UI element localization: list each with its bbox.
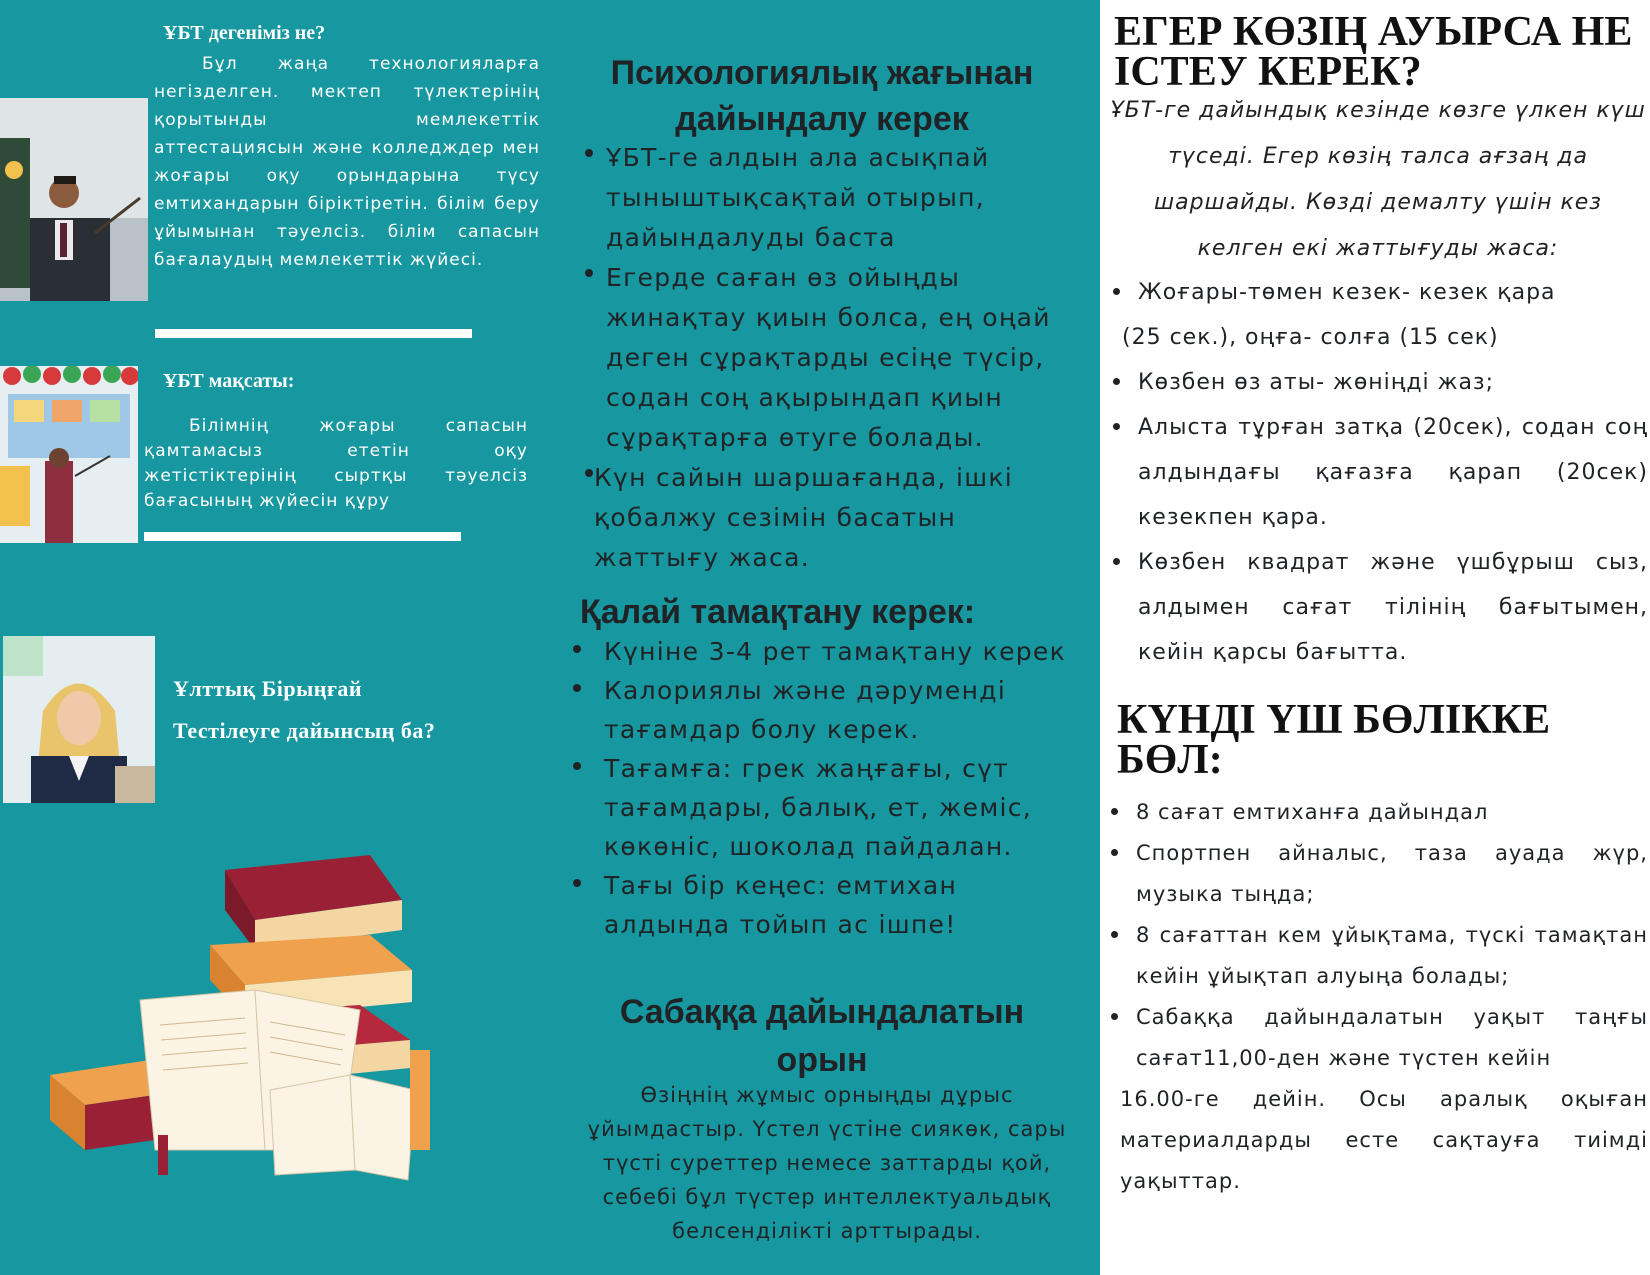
list-item [580,258,1085,458]
nutrition-list [570,632,1090,944]
classroom-photo [0,366,138,543]
list-item-text: 8 сағаттан кем ұйықтама, түскі тамақтан кейін ұйықтап алуыңа болады; [1136,923,1648,988]
bullet-icon [1113,288,1120,295]
list-item-text: Спортпен айналыс, таза ауада жүр, музыка тыңда; [1136,841,1648,906]
list-item-text: Көзбен өз аты- жөніңді жаз; [1138,370,1495,395]
heading-nutrition: Қалай тамақтану керек: [580,593,976,631]
heading-study-place: Сабаққа дайындалатын орын [619,993,1025,1079]
books-illustration [40,850,480,1190]
list-item-text: Күніне 3-4 рет тамақтану керек [604,637,1067,666]
bullet-icon [1113,378,1120,385]
bullet-icon [573,684,581,692]
list-item [580,138,1085,258]
list-item [1110,405,1648,540]
list-item-continuation: (25 сек.), оңға- солға (15 сек) [1122,325,1499,350]
left-text-definition: Бұл жаңа технологияларға негізделген. мектеп түлектерінің қорытынды мемлекеттік аттестациясын және колледждер мен жоғары оқу орындарына түсу емтихандарын біріктіретін. білім беру ұйымынан тәуелсіз. білім сапасын бағалаудың мемлекеттік жүйесі. [154,54,540,270]
bullet-icon [1111,1013,1118,1020]
divider-bar [144,532,461,541]
psychological-prep-list [580,138,1085,578]
list-item-text: 8 сағат емтиханға дайындал [1136,800,1489,824]
heading-psychological-prep: Психологиялық жағынан дайындалу керек [610,54,1034,138]
bullet-icon [1111,931,1118,938]
title-line-1: Ұлттық Бірыңғай [173,676,363,701]
list-item [1108,997,1648,1202]
bullet-icon [573,762,581,770]
list-item-text: Егерде саған өз ойыңды жинақтау қиын болса, ең оңай деген сұрақтарды есіңе түсір, содан соң ақырындап қиын сұрақтарға өтуге болады. [606,263,1051,452]
title-line-2: Тестілеуге дайынсың ба? [173,718,436,743]
bullet-icon [1113,423,1120,430]
list-item-text: Тағамға: грек жаңғағы, сүт тағамдары, балық, ет, жеміс, көкөніс, шоколад пайдалан. [604,754,1033,861]
list-item [570,866,1090,944]
bullet-icon [585,149,593,157]
list-item [1110,360,1648,405]
list-item [1110,540,1648,675]
bullet-icon [573,645,581,653]
list-item [1110,270,1648,360]
list-item [570,632,1090,671]
list-item [1108,833,1648,915]
bullet-icon [1113,558,1120,565]
heading-split-day: КҮНДІ ҮШ БӨЛІККЕ БӨЛ: [1117,697,1551,783]
bullet-icon [1111,849,1118,856]
list-item [570,749,1090,866]
list-item-text: Тағы бір кеңес: емтихан алдында тойып ас ішпе! [604,871,958,939]
study-place-paragraph: Өзіңнің жұмыс орныңды дұрыс ұйымдастыр. Үстел үстіне сиякөк, сары түсті суреттер немесе заттарды қой, себебі бұл түстер интеллектуальдық белсенділікті арттырады. [587,1083,1067,1243]
day-schedule-list [1108,792,1648,1202]
eye-intro-text: ҰБТ-ге дайындық кезінде көзге үлкен күш түседі. Егер көзің талса ағзаң да шаршайды. Көзді демалту үшін кез келген екі жаттығуды жаса: [1110,98,1646,261]
list-item [580,458,1085,578]
left-title-what-is-ubt: ҰБТ дегеніміз не? [163,22,326,44]
list-item [1108,915,1648,997]
divider-bar [155,329,472,338]
list-item-text: Алыста тұрған затқа (20сек), содан соң алдындағы қағазға қарап (20сек) кезекпен қара. [1138,415,1648,530]
list-item [1108,792,1648,833]
list-item-text: Көзбен квадрат және үшбұрыш сыз, алдымен сағат тілінің бағытымен, кейін қарсы бағытта. [1138,550,1648,665]
left-title-ubt-goal: ҰБТ мақсаты: [163,370,295,392]
list-item-text: ҰБТ-ге алдын ала асықпай тыныштықсақтай отырып, дайындалуды баста [606,143,990,252]
list-item-continuation: 16.00-ге дейін. Осы аралық оқыған материалдарды есте сақтауға тиімді уақыттар. [1120,1087,1648,1193]
left-title-ready-question [173,668,435,752]
bullet-icon [585,269,593,277]
heading-eye-pain: ЕГЕР КӨЗІҢ АУЫРСА НЕ ІСТЕУ КЕРЕК? [1114,9,1633,95]
author-portrait-photo [3,636,155,803]
eye-exercises-list [1110,270,1648,675]
list-item-text: Калориялы және дәруменді тағамдар болу керек. [604,676,1007,744]
list-item-text: Күн сайын шаршағанда, ішкі қобалжу сезімін басатын жаттығу жаса. [594,463,1014,572]
teacher-photo [0,98,148,301]
list-item-text: Сабаққа дайындалатын уақыт таңғы сағат11,00-ден және түстен кейін [1136,1005,1648,1070]
bullet-icon [1111,808,1118,815]
left-text-goal: Білімнің жоғары сапасын қамтамасыз ететін оқу жетістіктерінің сыртқы тәуелсіз бағасының жүйесін құру [144,416,528,511]
list-item-text: Жоғары-төмен кезек- кезек қара [1138,280,1556,305]
bullet-icon [573,879,581,887]
list-item [570,671,1090,749]
bullet-icon [585,469,593,477]
